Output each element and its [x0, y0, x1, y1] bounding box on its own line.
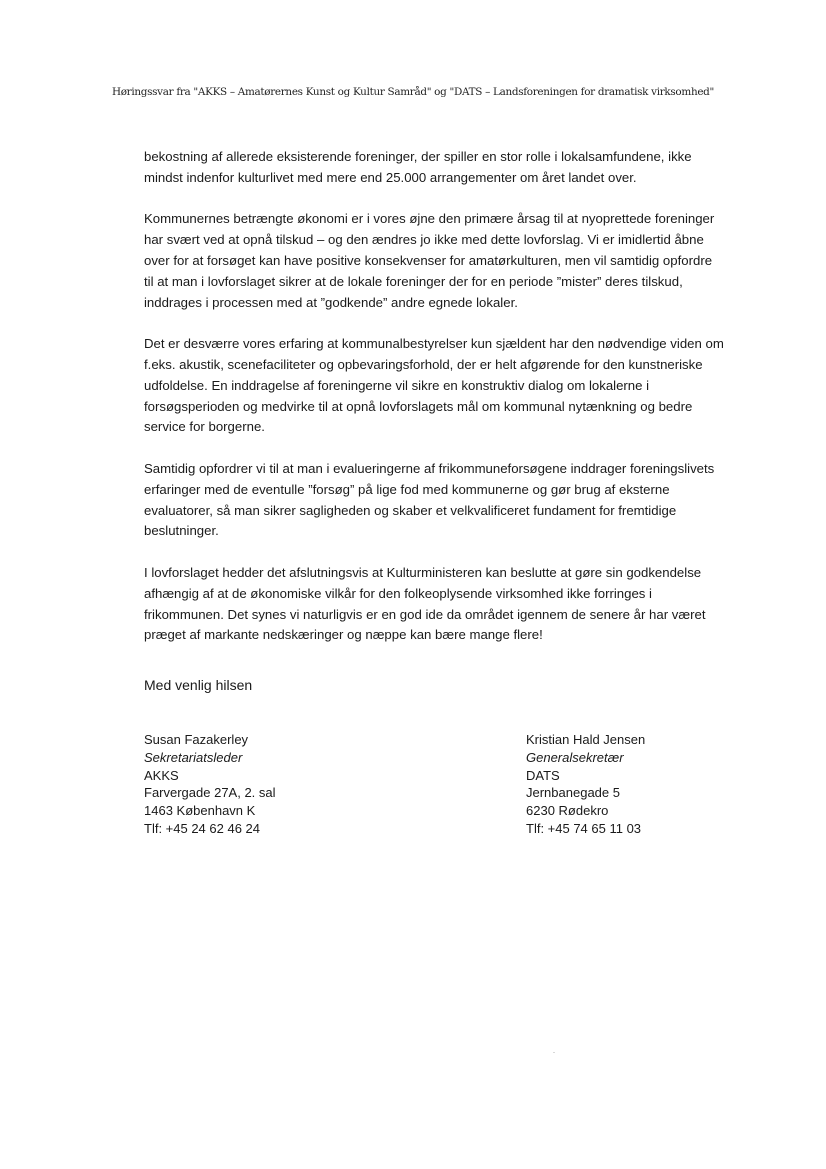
text-line: mindst indenfor kulturlivet med mere end 25.000 arrangementer om året landet over. [144, 169, 637, 185]
scan-speck [553, 1052, 555, 1053]
signature-block-akks [144, 731, 276, 838]
text-line: inddrages i processen med at ”godkende” andre egnede lokaler. [144, 294, 518, 310]
signatory-organization: DATS [526, 767, 560, 783]
signatory-street: Farvergade 27A, 2. sal [144, 785, 276, 801]
text-line: præget af markante nedskæringer og næppe kan bære mange flere! [144, 627, 543, 643]
signatory-phone: Tlf: +45 24 62 46 24 [144, 820, 261, 836]
signatory-phone: Tlf: +45 74 65 11 03 [526, 820, 642, 836]
text-line: erfaringer med de eventulle ”forsøg” på lige fod med kommunerne og gør brug af eksterne [144, 481, 670, 497]
text-line: evaluatorer, så man sikrer sagligheden og skaber et velkvalificeret fundament for fremtidige [144, 502, 677, 518]
signatory-name: Kristian Hald Jensen [526, 732, 646, 747]
paragraph [144, 147, 704, 189]
signatory-title: Generalsekretær [526, 749, 624, 765]
text-line: Samtidig opfordrer vi til at man i evalueringerne af frikommuneforsøgene inddrager foreningslivets [144, 460, 715, 476]
signatory-street: Jernbanegade 5 [526, 785, 620, 801]
paragraph [144, 563, 704, 646]
text-line: bekostning af allerede eksisterende foreninger, der spiller en stor rolle i lokalsamfundene, ikke [144, 149, 692, 164]
running-header: Høringssvar fra "AKKS – Amatørernes Kunst og Kultur Samråd" og "DATS – Landsforeningen for dramatisk virksomhed" [111, 86, 715, 98]
text-line: har svært ved at opnå tilskud – og den ændres jo ikke med dette lovforslag. Vi er imidlertid åbne [144, 232, 704, 248]
signature-block-dats [526, 731, 645, 838]
closing-salutation: Med venlig hilsen [144, 677, 253, 693]
text-line: afhængig af at de økonomiske vilkår for den folkeoplysende virksomhed ikke forringes i [144, 585, 652, 601]
text-line: udfoldelse. En inddragelse af foreningerne vil sikre en konstruktiv dialog om lokalerne i [144, 377, 650, 393]
signatory-title: Sekretariatsleder [144, 749, 243, 765]
text-line: I lovforslaget hedder det afslutningsvis at Kulturministeren kan beslutte at gøre sin godkendelse [144, 564, 702, 580]
text-line: til at man i lovforslaget sikrer at de lokale foreninger der for en periode ”mister” deres tilskud, [144, 273, 683, 289]
text-line: beslutninger. [144, 523, 219, 539]
paragraph [144, 334, 724, 438]
text-line: Kommunernes betrængte økonomi er i vores øjne den primære årsag til at nyoprettede foreninger [144, 211, 715, 227]
paragraph [144, 459, 715, 542]
signatory-name: Susan Fazakerley [144, 732, 249, 747]
signatory-city: 6230 Rødekro [526, 803, 609, 819]
signatory-organization: AKKS [144, 767, 179, 783]
text-line: Det er desværre vores erfaring at kommunalbestyrelser kun sjældent har den nødvendige viden om [144, 336, 724, 352]
text-line: forsøgsperioden og medvirke til at opnå lovforslagets mål om kommunal nytænkning og bedre [144, 398, 693, 414]
letter-body [144, 147, 724, 667]
paragraph [144, 209, 715, 313]
text-line: service for borgerne. [144, 419, 265, 435]
text-line: frikommunen. Det synes vi naturligvis er en god ide da området igennem de senere år har været [144, 606, 706, 622]
text-line: over for at forsøget kan have positive konsekvenser for amatørkulturen, men vil samtidig opfordre [144, 252, 713, 268]
text-line: f.eks. akustik, scenefaciliteter og opbevaringsforhold, der er helt afgørende for den kunstneriske [144, 356, 703, 372]
signatory-city: 1463 København K [144, 803, 256, 819]
